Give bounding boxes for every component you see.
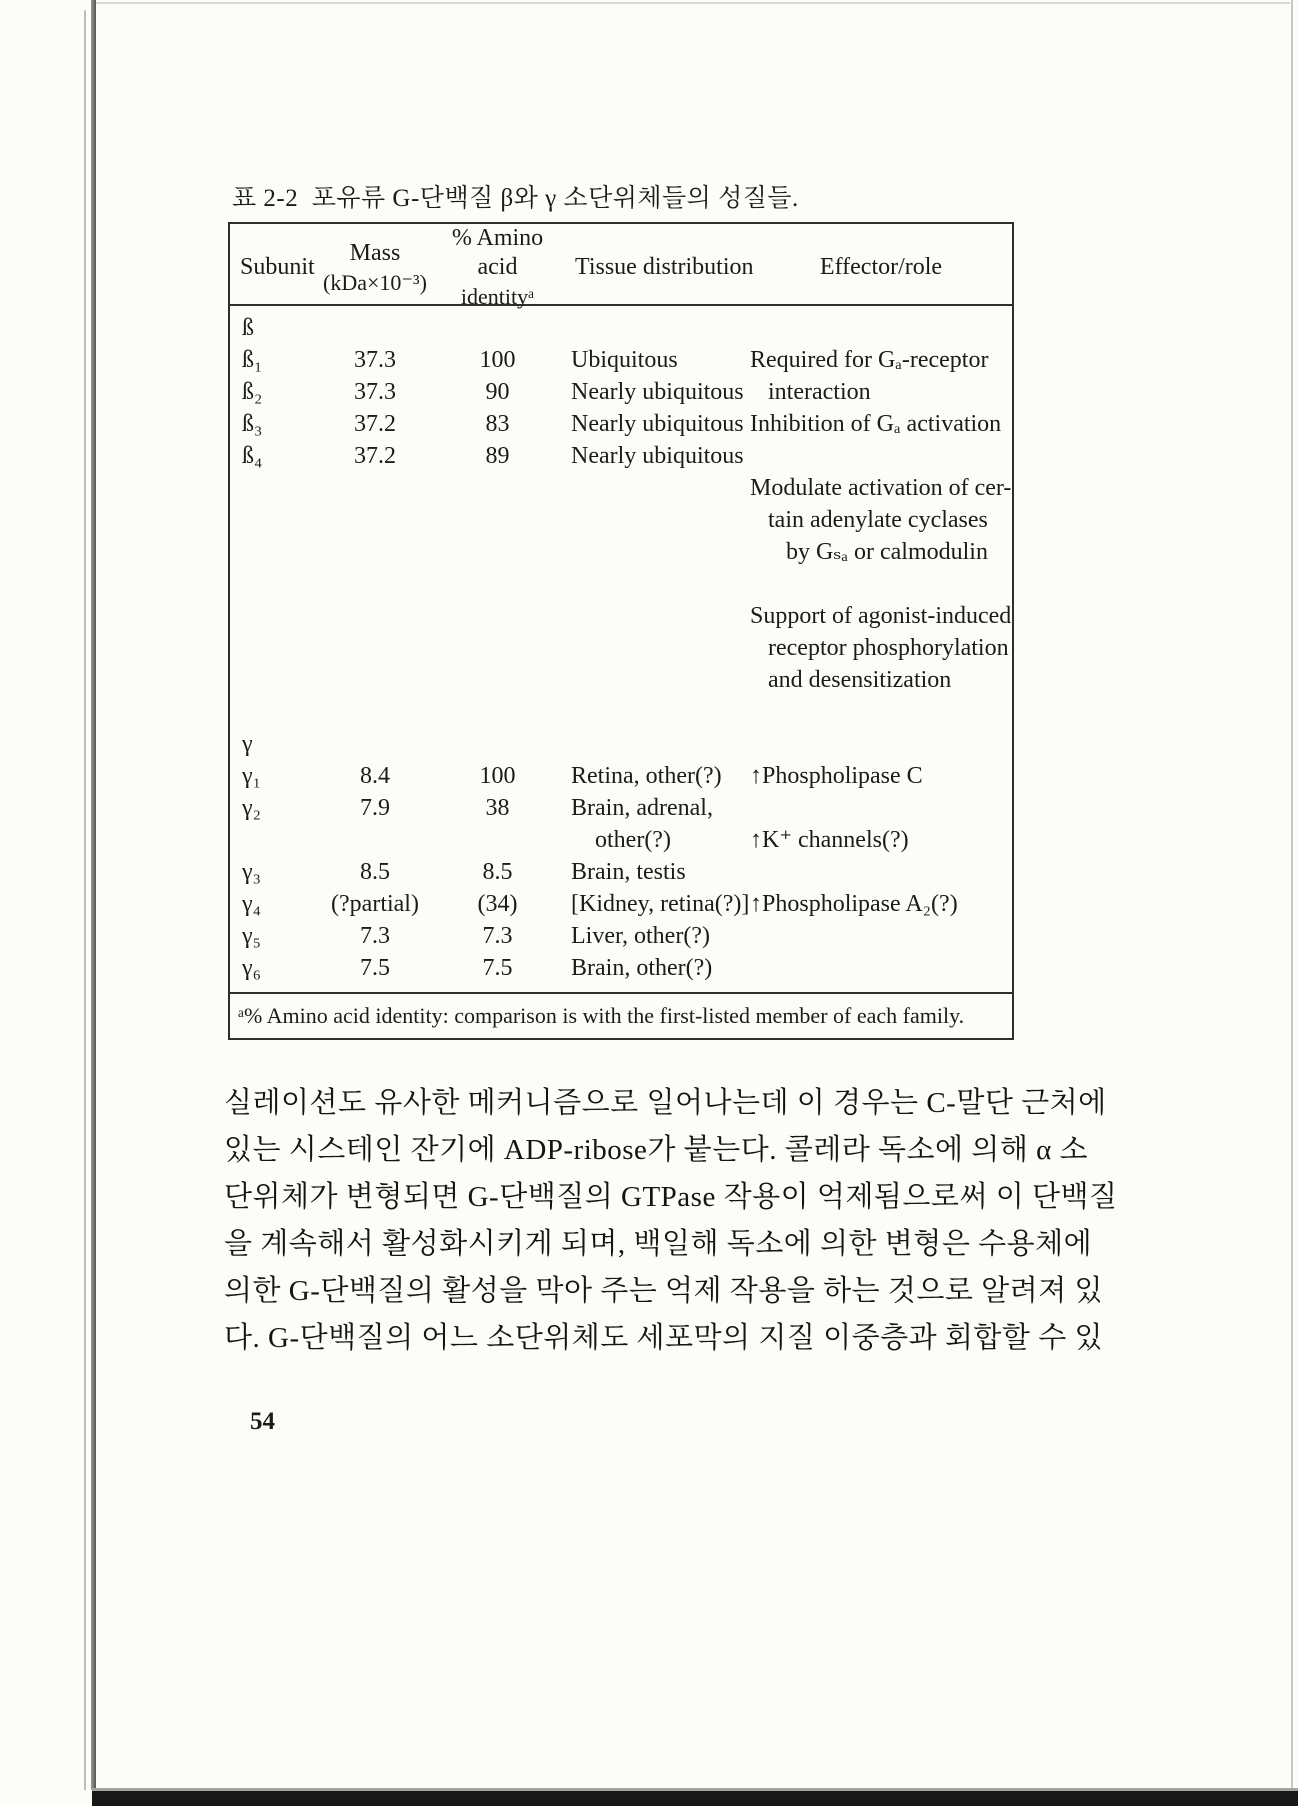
cell-identity: 7.3 xyxy=(482,923,513,949)
cell-identity: (34) xyxy=(477,891,518,917)
cell-subunit xyxy=(230,536,320,568)
cell-identity xyxy=(430,472,565,504)
cell-identity: 83 xyxy=(485,411,510,437)
cell-mass xyxy=(320,696,430,728)
body-text-line: 실레이션도 유사한 메커니즘으로 일어나는데 이 경우는 C-말단 근처에 xyxy=(224,1087,1107,1119)
cell-subunit: ß₁ xyxy=(242,347,263,373)
column-header-mass-line1: Mass xyxy=(349,239,401,266)
cell-subunit xyxy=(230,472,320,504)
cell-effector xyxy=(750,696,1012,728)
cell-tissue xyxy=(565,696,750,728)
table-row xyxy=(230,888,1012,920)
cell-tissue: other(?) xyxy=(571,827,671,853)
table-row xyxy=(230,952,1012,984)
cell-subunit: ß₄ xyxy=(242,443,263,469)
cell-mass: 7.3 xyxy=(360,923,390,949)
cell-tissue xyxy=(565,536,750,568)
cell-mass xyxy=(320,664,430,696)
cell-mass xyxy=(320,632,430,664)
cell-mass: (?partial) xyxy=(331,891,419,917)
cell-identity xyxy=(430,312,565,344)
table-footnote: ᵃ% Amino acid identity: comparison is with the first-listed member of each family. xyxy=(230,992,1012,1038)
cell-tissue xyxy=(565,632,750,664)
cell-identity: 100 xyxy=(479,347,516,373)
table-row xyxy=(230,920,1012,952)
page-bottom-edge xyxy=(92,1791,1298,1806)
cell-mass: 8.5 xyxy=(360,859,390,885)
cell-tissue: Nearly ubiquitous xyxy=(571,379,744,405)
table-row xyxy=(230,728,1012,760)
table-row xyxy=(230,568,1012,600)
cell-effector: ↑K⁺ channels(?) xyxy=(750,827,909,853)
cell-effector: tain adenylate cyclases xyxy=(750,507,988,533)
cell-effector xyxy=(750,440,1012,472)
cell-mass xyxy=(320,472,430,504)
table-row xyxy=(230,312,1012,344)
cell-mass: 7.5 xyxy=(360,955,390,981)
column-header-mass xyxy=(320,239,430,297)
cell-effector: receptor phosphorylation xyxy=(750,635,1009,661)
cell-tissue xyxy=(565,472,750,504)
body-text-line: 단위체가 변형되면 G-단백질의 GTPase 작용이 억제됨으로써 이 단백질 xyxy=(224,1181,1118,1213)
cell-effector: ↑Phospholipase A₂(?) xyxy=(750,891,958,917)
cell-identity xyxy=(430,632,565,664)
page-edge-left-outer xyxy=(84,10,86,1790)
column-header-subunit: Subunit xyxy=(240,254,315,280)
cell-mass: 37.2 xyxy=(354,411,396,437)
table-row xyxy=(230,664,1012,696)
cell-identity: 100 xyxy=(479,763,516,789)
cell-effector: ↑Phospholipase C xyxy=(750,763,923,789)
cell-mass: 37.3 xyxy=(354,347,396,373)
cell-subunit xyxy=(230,600,320,632)
cell-tissue xyxy=(565,312,750,344)
cell-subunit: ß₃ xyxy=(242,411,263,437)
table-row xyxy=(230,696,1012,728)
table-header xyxy=(230,224,1012,309)
cell-tissue: Brain, other(?) xyxy=(571,955,713,981)
cell-mass xyxy=(320,600,430,632)
cell-subunit: ß₂ xyxy=(242,379,263,405)
cell-effector: Inhibition of Gₐ activation xyxy=(750,411,1002,437)
cell-effector xyxy=(750,856,1012,888)
cell-effector: and desensitization xyxy=(750,667,952,693)
column-header-identity-line1: % Amino acid xyxy=(451,225,544,280)
cell-tissue xyxy=(565,504,750,536)
cell-identity xyxy=(430,824,565,856)
cell-effector xyxy=(750,728,1012,760)
table-row xyxy=(230,344,1012,376)
table-row xyxy=(230,536,1012,568)
cell-subunit xyxy=(230,824,320,856)
table-row xyxy=(230,792,1012,824)
table-row xyxy=(230,440,1012,472)
cell-identity: 89 xyxy=(485,443,510,469)
cell-tissue: Nearly ubiquitous xyxy=(571,411,744,437)
page-spine-edge xyxy=(91,0,96,1790)
cell-tissue: Brain, adrenal, xyxy=(571,795,713,821)
table-row xyxy=(230,760,1012,792)
cell-identity xyxy=(430,536,565,568)
cell-tissue xyxy=(565,728,750,760)
cell-identity xyxy=(430,600,565,632)
page-number: 54 xyxy=(250,1408,275,1435)
cell-tissue xyxy=(565,568,750,600)
cell-mass xyxy=(320,568,430,600)
cell-effector: Required for Gₐ-receptor xyxy=(750,347,989,373)
cell-identity xyxy=(430,664,565,696)
column-header-mass-line2: (kDa×10⁻³) xyxy=(323,269,427,295)
cell-effector xyxy=(750,920,1012,952)
cell-effector: Modulate activation of cer- xyxy=(750,475,1012,501)
cell-identity xyxy=(430,696,565,728)
column-header-effector: Effector/role xyxy=(819,254,943,280)
cell-identity: 90 xyxy=(485,379,510,405)
table-row xyxy=(230,472,1012,504)
cell-identity: 8.5 xyxy=(482,859,513,885)
body-text-line: 있는 시스테인 잔기에 ADP-ribose가 붙는다. 콜레라 독소에 의해 α 소 xyxy=(224,1134,1089,1166)
cell-subunit xyxy=(230,504,320,536)
cell-mass xyxy=(320,504,430,536)
cell-subunit: γ₂ xyxy=(242,795,261,821)
table-row xyxy=(230,600,1012,632)
table-row xyxy=(230,376,1012,408)
table-row xyxy=(230,856,1012,888)
cell-subunit: γ₁ xyxy=(242,763,261,789)
body-text-line: 의한 G-단백질의 활성을 막아 주는 억제 작용을 하는 것으로 알려져 있 xyxy=(224,1275,1103,1307)
cell-effector xyxy=(750,952,1012,984)
cell-effector xyxy=(750,312,1012,344)
properties-table xyxy=(228,222,1014,1040)
cell-mass xyxy=(320,536,430,568)
table-row xyxy=(230,632,1012,664)
column-header-tissue: Tissue distribution xyxy=(575,254,754,280)
cell-identity: 38 xyxy=(485,795,510,821)
table-body xyxy=(230,306,1012,984)
cell-subunit: γ₅ xyxy=(242,923,261,949)
cell-mass xyxy=(320,312,430,344)
cell-mass: 7.9 xyxy=(360,795,390,821)
cell-mass: 8.4 xyxy=(360,763,390,789)
cell-subunit: γ₃ xyxy=(242,859,261,885)
column-header-identity-line2: identityᵃ xyxy=(460,284,535,309)
cell-subunit: γ xyxy=(242,731,253,757)
cell-mass xyxy=(320,728,430,760)
table-row xyxy=(230,504,1012,536)
table-row xyxy=(230,824,1012,856)
body-text-line: 을 계속해서 활성화시키게 되며, 백일해 독소에 의한 변형은 수용체에 xyxy=(224,1228,1093,1260)
cell-subunit xyxy=(230,632,320,664)
cell-effector: by Gₛₐ or calmodulin xyxy=(750,539,988,565)
column-header-identity xyxy=(430,224,565,311)
cell-subunit xyxy=(230,696,320,728)
cell-identity xyxy=(430,504,565,536)
body-paragraph xyxy=(224,1080,1118,1362)
cell-effector: Support of agonist-induced xyxy=(750,603,1012,629)
cell-mass: 37.2 xyxy=(354,443,396,469)
cell-tissue: Liver, other(?) xyxy=(571,923,710,949)
cell-subunit xyxy=(230,664,320,696)
cell-subunit: γ₆ xyxy=(242,955,261,981)
cell-identity xyxy=(430,568,565,600)
page-edge-top xyxy=(95,2,1290,4)
cell-tissue xyxy=(565,600,750,632)
body-text-line: 다. G-단백질의 어느 소단위체도 세포막의 지질 이중층과 회합할 수 있 xyxy=(224,1322,1103,1354)
cell-tissue: Ubiquitous xyxy=(571,347,678,373)
cell-subunit xyxy=(230,568,320,600)
cell-tissue: [Kidney, retina(?)] xyxy=(571,891,750,917)
cell-tissue: Brain, testis xyxy=(571,859,686,885)
cell-subunit: γ₄ xyxy=(242,891,261,917)
page-edge-right xyxy=(1291,0,1293,1790)
cell-effector: interaction xyxy=(750,379,871,405)
cell-identity: 7.5 xyxy=(482,955,513,981)
cell-effector xyxy=(750,568,1012,600)
table-row xyxy=(230,408,1012,440)
cell-subunit: ß xyxy=(242,315,254,341)
cell-identity xyxy=(430,728,565,760)
cell-tissue xyxy=(565,664,750,696)
cell-tissue: Retina, other(?) xyxy=(571,763,722,789)
table-caption: 표 2-2 포유류 G-단백질 β와 γ 소단위체들의 성질들. xyxy=(232,185,799,212)
cell-effector xyxy=(750,792,1012,824)
cell-mass: 37.3 xyxy=(354,379,396,405)
cell-tissue: Nearly ubiquitous xyxy=(571,443,744,469)
cell-mass xyxy=(320,824,430,856)
